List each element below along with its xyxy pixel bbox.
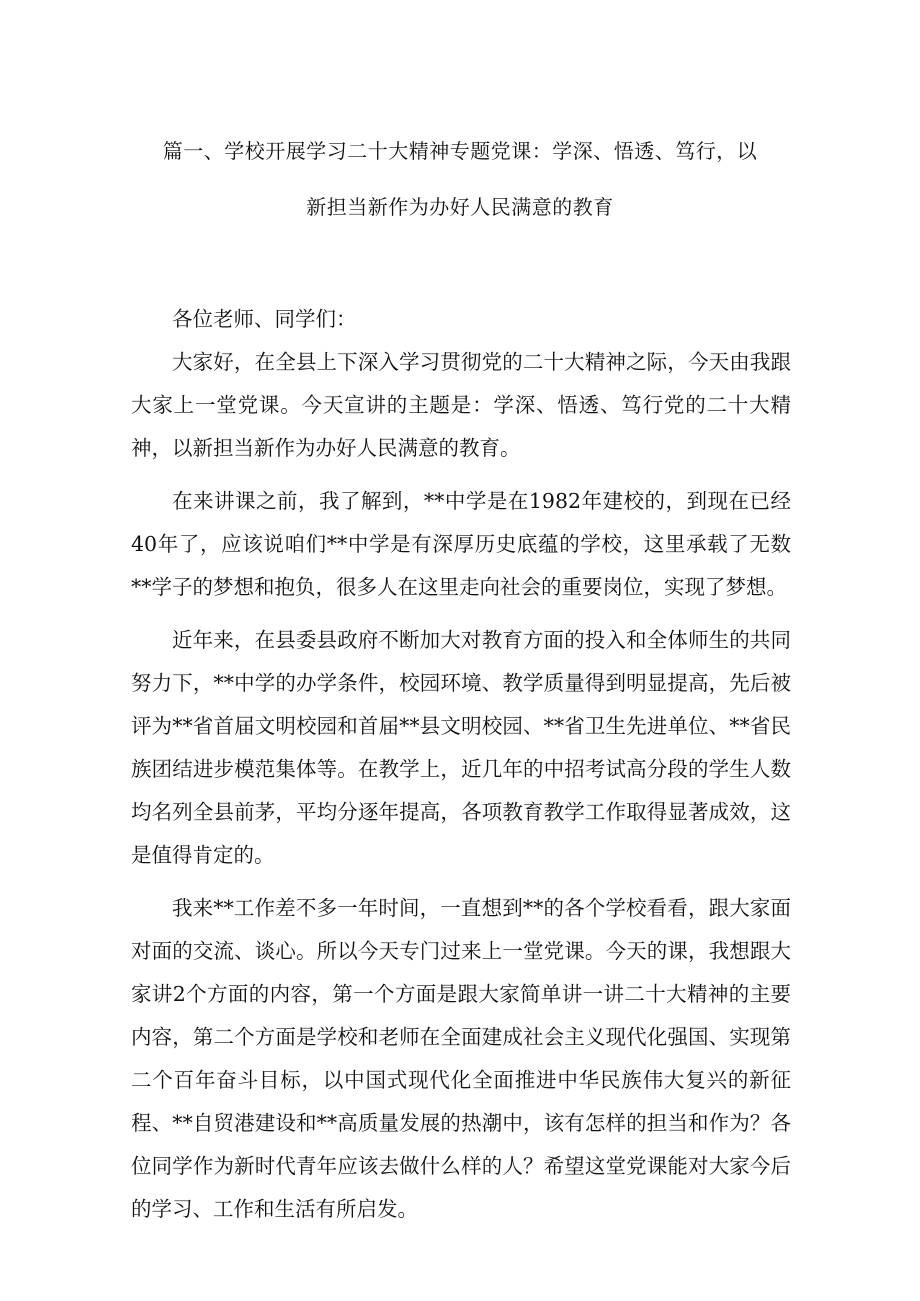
document-body [131, 298, 791, 1231]
paragraph: 我来**工作差不多一年时间，一直想到**的各个学校看看，跟大家面对面的交流、谈心。所以今天专门过来上一堂党课。今天的课，我想跟大家讲2个方面的内容，第一个方面是跟大家简单讲一讲二十大精神的主要内容，第二个方面是学校和老师在全面建成社会主义现代化强国、实现第二个百年奋斗目标，以中国式现代化全面推进中华民族伟大复兴的新征程、**自贸港建设和**高质量发展的热潮中，该有怎样的担当和作为？各位同学作为新时代青年应该去做什么样的人？希望这堂党课能对大家今后的学习、工作和生活有所启发。 [131, 896, 791, 1221]
document-title [120, 123, 800, 235]
title-line-1: 篇一、学校开展学习二十大精神专题党课：学深、悟透、笃行，以 [162, 139, 758, 163]
greeting: 各位老师、同学们： [172, 307, 357, 331]
paragraph: 近年来，在县委县政府不断加大对教育方面的投入和全体师生的共同努力下，**中学的办学条件，校园环境、教学质量得到明显提高，先后被评为**省首届文明校园和首届**县文明校园、**省卫生先进单位、**省民族团结进步模范集体等。在教学上，近几年的中招考试高分段的学生人数均名列全县前茅，平均分逐年提高，各项教育教学工作取得显著成效，这是值得肯定的。 [131, 628, 791, 867]
paragraph: 在来讲课之前，我了解到，**中学是在1982年建校的，到现在已经40年了，应该说咱们**中学是有深厚历史底蕴的学校，这里承载了无数**学子的梦想和抱负，很多人在这里走向社会的重要岗位，实现了梦想。 [131, 489, 791, 599]
paragraph: 大家好，在全县上下深入学习贯彻党的二十大精神之际，今天由我跟大家上一堂党课。今天宣讲的主题是：学深、悟透、笃行党的二十大精神，以新担当新作为办好人民满意的教育。 [131, 350, 791, 460]
title-line-2: 新担当新作为办好人民满意的教育 [306, 195, 614, 219]
